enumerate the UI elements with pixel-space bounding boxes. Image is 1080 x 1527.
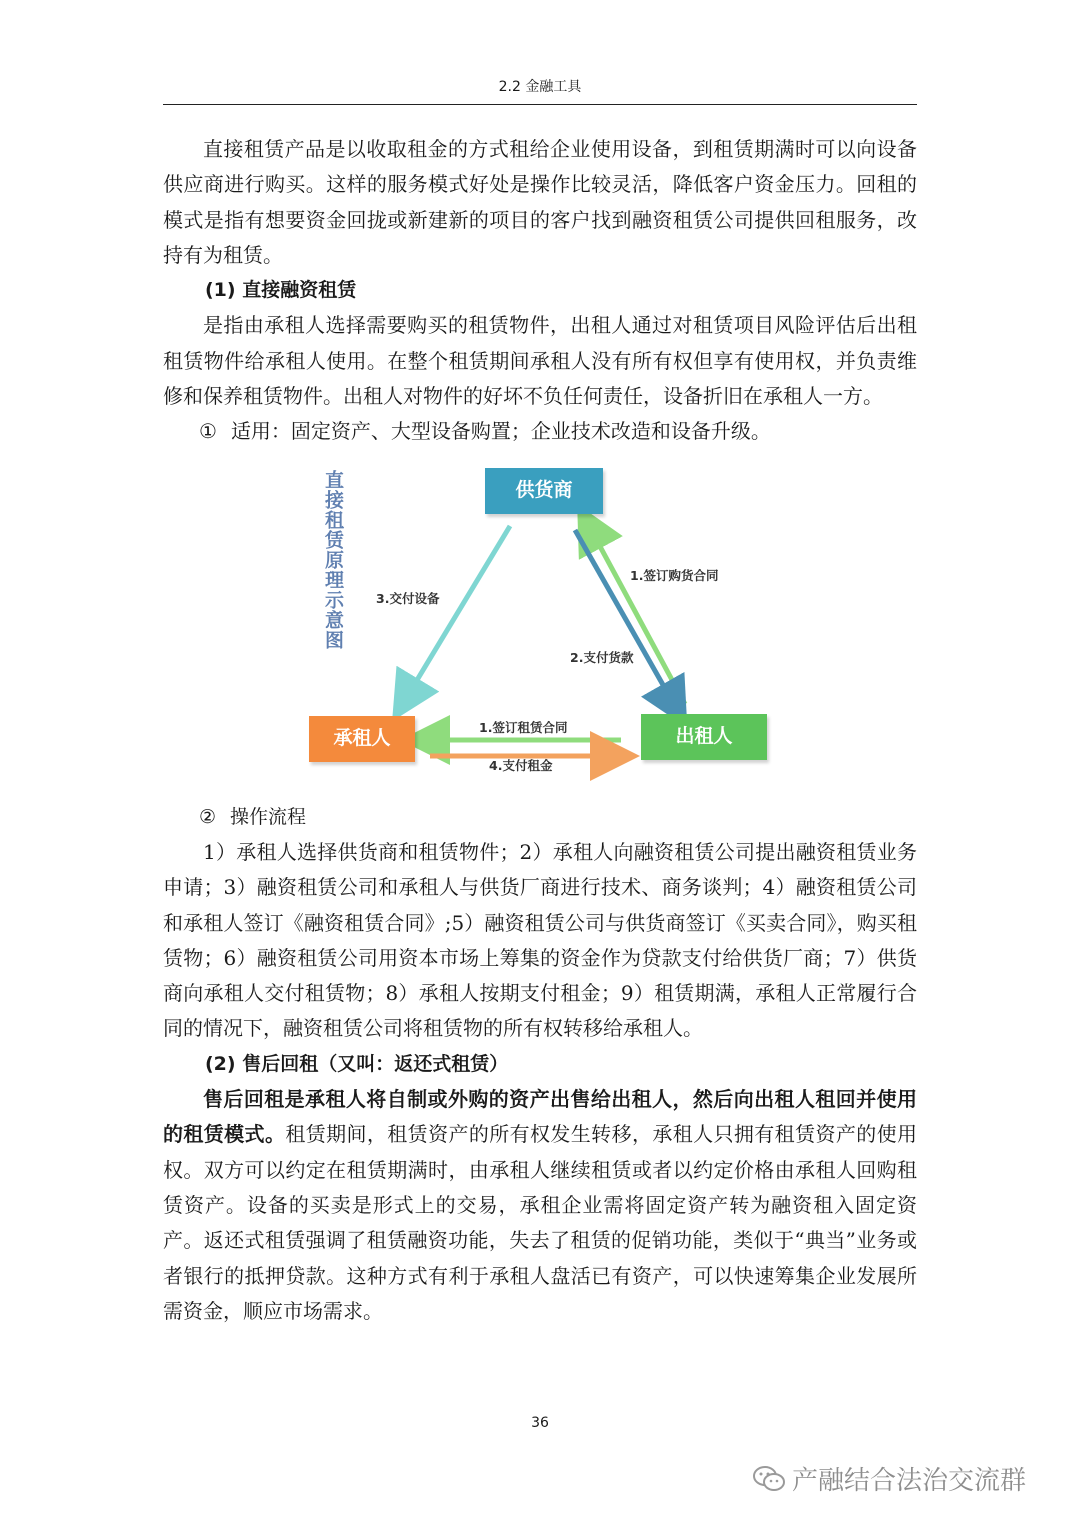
paragraph-leasing-intro: 直接租赁产品是以收取租金的方式租给企业使用设备，到租赁期满时可以向设备供应商进行购买。这样的服务模式好处是操作比较灵活，降低客户资金压力。回租的模式是指有想要资金回拢或新建新的项目的客户找到融资租赁公司提供回租服务，改持有为租赁。 bbox=[163, 137, 917, 267]
page-number: 36 bbox=[531, 1415, 549, 1431]
page-content bbox=[163, 132, 917, 1329]
header-rule bbox=[163, 104, 917, 105]
list-item-applicable bbox=[163, 414, 917, 449]
watermark-text: 产融结合法治交流群 bbox=[792, 1466, 1027, 1496]
sale-leaseback-definition: 售后回租是承租人将自制或外购的资产出售给出租人，然后向出租人租回并使用的租赁模式。 bbox=[163, 1087, 917, 1147]
section-heading-direct-leasing: (1) 直接融资租赁 bbox=[205, 279, 357, 302]
lessor-box: 出租人 bbox=[641, 714, 767, 760]
running-header: 2.2 金融工具 bbox=[498, 79, 582, 95]
watermark bbox=[752, 1460, 1026, 1497]
label-pay-for-goods: 2.支付货款 bbox=[570, 649, 634, 665]
label-sign-lease-contract: 1.签订租赁合同 bbox=[479, 719, 568, 735]
list-item-operation-flow-text: 操作流程 bbox=[230, 805, 307, 828]
lessee-box: 承租人 bbox=[309, 716, 415, 762]
paragraph-operation-steps: 1）承租人选择供货商和租赁物件；2）承租人向融资租赁公司提出融资租赁业务申请；3）融资租赁公司和承租人与供货厂商进行技术、商务谈判；4）融资租赁公司和承租人签订《融资租赁合同》;5）融资租赁公司与供货商签订《买卖合同》，购买租赁物；6）融资租赁公司用资本市场上筹集的资金作为贷款支付给供货厂商；7）供货商向承租人交付租赁物；8）承租人按期支付租金；9）租赁期满，承租人正常履行合同的情况下，融资租赁公司将租赁物的所有权转移给承租人。 bbox=[163, 839, 917, 1041]
paragraph-sale-leaseback bbox=[163, 1082, 917, 1329]
label-deliver-equipment: 3.交付设备 bbox=[376, 590, 440, 606]
diagram-vertical-title: 直接租赁原理示意图 bbox=[322, 469, 344, 650]
section-heading-sale-leaseback: (2) 售后回租（又叫：返还式租赁） bbox=[205, 1052, 509, 1075]
list-item-operation-flow bbox=[163, 800, 917, 835]
wechat-icon bbox=[752, 1464, 786, 1494]
paragraph-direct-leasing: 是指由承租人选择需要购买的租赁物件，出租人通过对租赁项目风险评估后出租租赁物件给承租人使用。在整个租赁期间承租人没有所有权但享有使用权，并负责维修和保养租赁物件。出租人对物件的好坏不负任何责任，设备折旧在承租人一方。 bbox=[163, 313, 917, 409]
label-pay-rent: 4.支付租金 bbox=[489, 757, 553, 773]
circled-number-1: ① bbox=[199, 419, 217, 444]
label-sign-purchase-contract: 1.签订购货合同 bbox=[630, 567, 719, 583]
arrow-pay-for-goods bbox=[575, 530, 675, 706]
sale-leaseback-detail: 租赁期间，租赁资产的所有权发生转移，承租人只拥有租赁资产的使用权。双方可以约定在租赁期满时，由承租人继续租赁或者以约定价格由承租人回购租赁资产。设备的买卖是形式上的交易，承租企业需将固定资产转为融资租入固定资产。返还式租赁强调了租赁融资功能，失去了租赁的促销功能，类似于“典当”业务或者银行的抵押贷款。这种方式有利于承租人盘活已有资产，可以快速筹集企业发展所需资金，顺应市场需求。 bbox=[163, 1122, 918, 1323]
supplier-box: 供货商 bbox=[485, 468, 603, 514]
list-item-applicable-text: 适用：固定资产、大型设备购置；企业技术改造和设备升级。 bbox=[230, 419, 771, 444]
arrow-sign-purchase-contract bbox=[589, 526, 685, 704]
circled-number-2: ② bbox=[199, 805, 217, 828]
direct-leasing-diagram bbox=[163, 464, 917, 792]
